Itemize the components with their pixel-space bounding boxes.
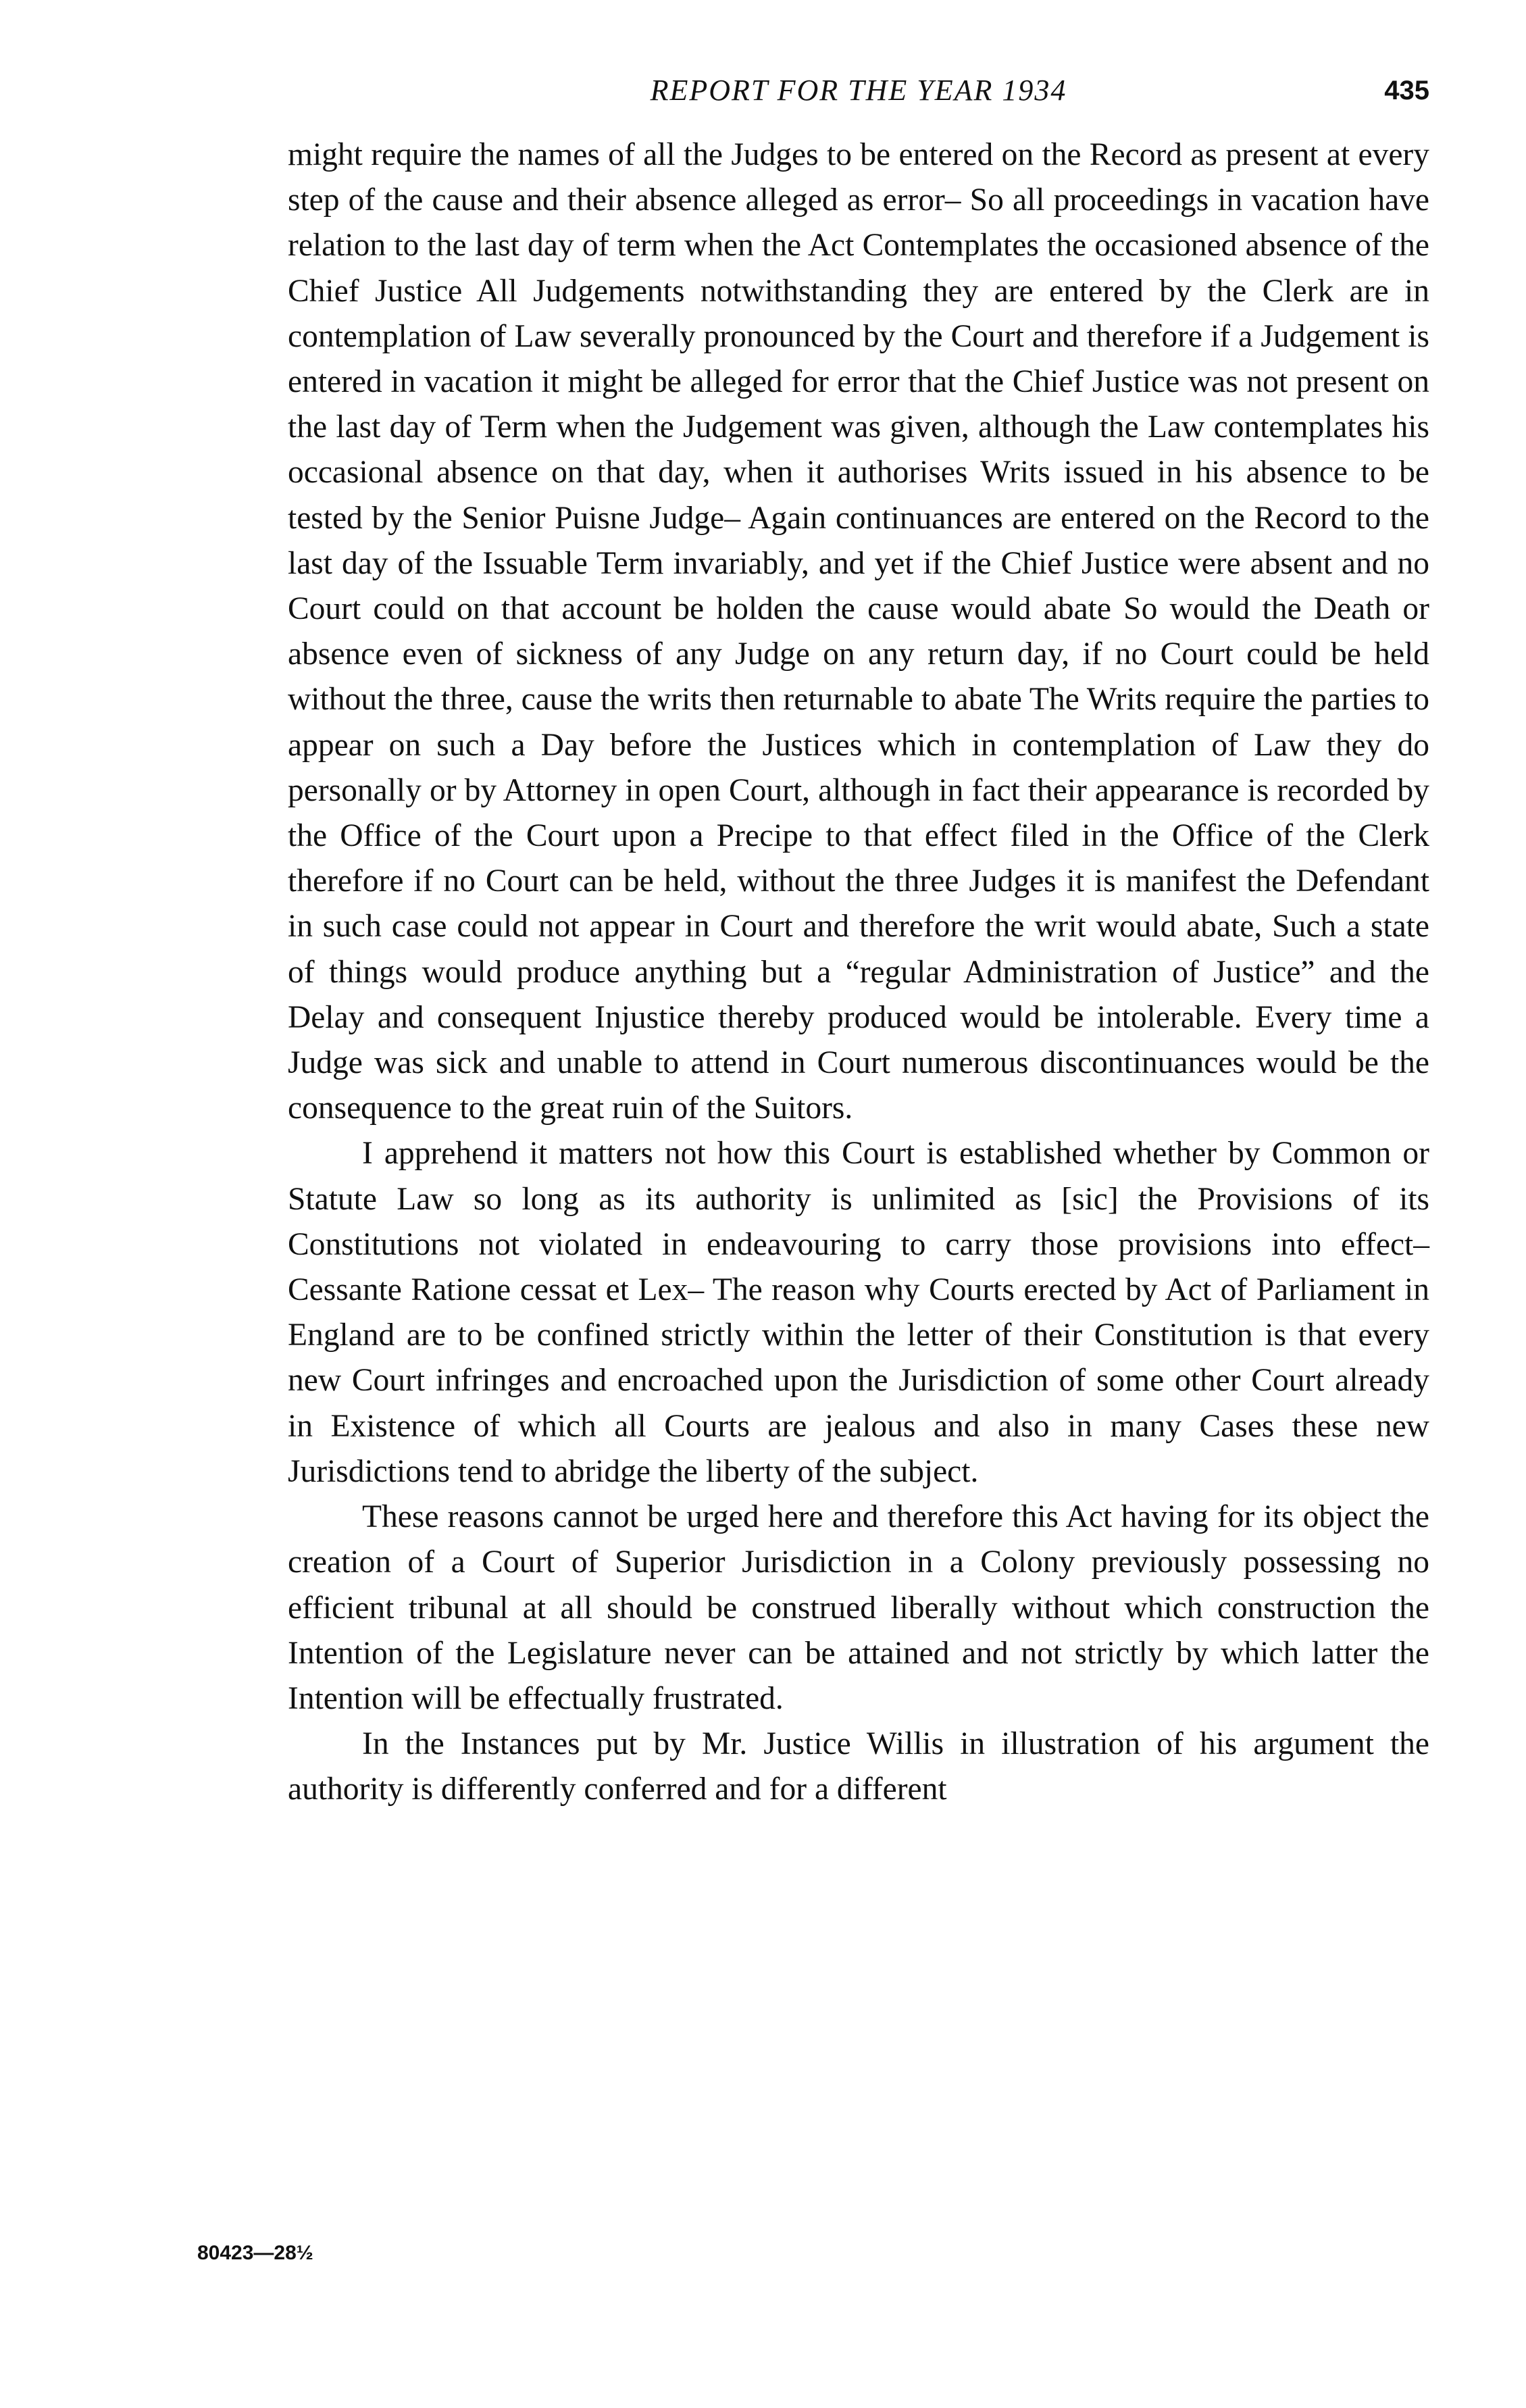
paragraph-1: might require the names of all the Judges to be entered on the Record as present at every step of the cause and their absence alleged as error– So all proceedings in vacation have relation to the last day of term when the Act Contemplates the occasioned absence of the Chief Justice All Judgements notwithstanding they are entered by the Clerk are in contemplation of Law severally pronounced by the Court and therefore if a Judgement is entered in vacation it might be alleged for error that the Chief Justice was not present on the last day of Term when the Judgement was given, although the Law contemplates his occasional absence on that day, when it authorises Writs issued in his absence to be tested by the Senior Puisne Judge– Again continuances are entered on the Record to the last day of the Issuable Term invariably, and yet if the Chief Justice were absent and no Court could on that account be holden the cause would abate So would the Death or absence even of sickness of any Judge on any return day, if no Court could be held without the three, cause the writs then returnable to abate The Writs require the parties to appear on such a Day before the Justices which in contemplation of Law they do personally or by Attorney in open Court, although in fact their appearance is recorded by the Office of the Court upon a Precipe to that effect filed in the Office of the Clerk therefore if no Court can be held, without the three Judges it is manifest the Defendant in such case could not appear in Court and therefore the writ would abate, Such a state of things would produce anything but a “regular Administration of Justice” and the Delay and consequent Injustice thereby produced would be intolerable. Every time a Judge was sick and unable to attend in Court numerous discontinuances would be the consequence to the great ruin of the Suitors. [288, 137, 1429, 1126]
header-title: REPORT FOR THE YEAR 1934 [650, 74, 1067, 107]
page-number: 435 [1384, 76, 1429, 105]
paragraph-3: These reasons cannot be urged here and therefore this Act having for its object the creation of a Court of Superior Jurisdiction in a Colony previously possessing no efficient tribunal at all should be construed liberally without which construction the Intention of the Legislature never can be attained and not strictly by which latter the Intention will be effectually frustrated. [288, 1499, 1429, 1716]
running-header [288, 73, 1429, 120]
paragraph-2: I apprehend it matters not how this Court is established whether by Common or Statute Law so long as its authority is unlimited as [sic] the Provisions of its Constitutions not violated in endeavouring to carry those provisions into effect– Cessante Ratione cessat et Lex– The reason why Courts erected by Act of Parliament in England are to be confined strictly within the letter of their Constitution is that every new Court infringes and encroached upon the Jurisdiction of some other Court already in Existence of which all Courts are jealous and also in many Cases these new Jurisdictions tend to abridge the liberty of the subject. [288, 1136, 1429, 1489]
body-text [288, 132, 1429, 1813]
print-code: 80423—28½ [197, 2242, 313, 2264]
paragraph-4: In the Instances put by Mr. Justice Willis in illustration of his argument the authority is differently conferred and for a different [288, 1726, 1429, 1807]
